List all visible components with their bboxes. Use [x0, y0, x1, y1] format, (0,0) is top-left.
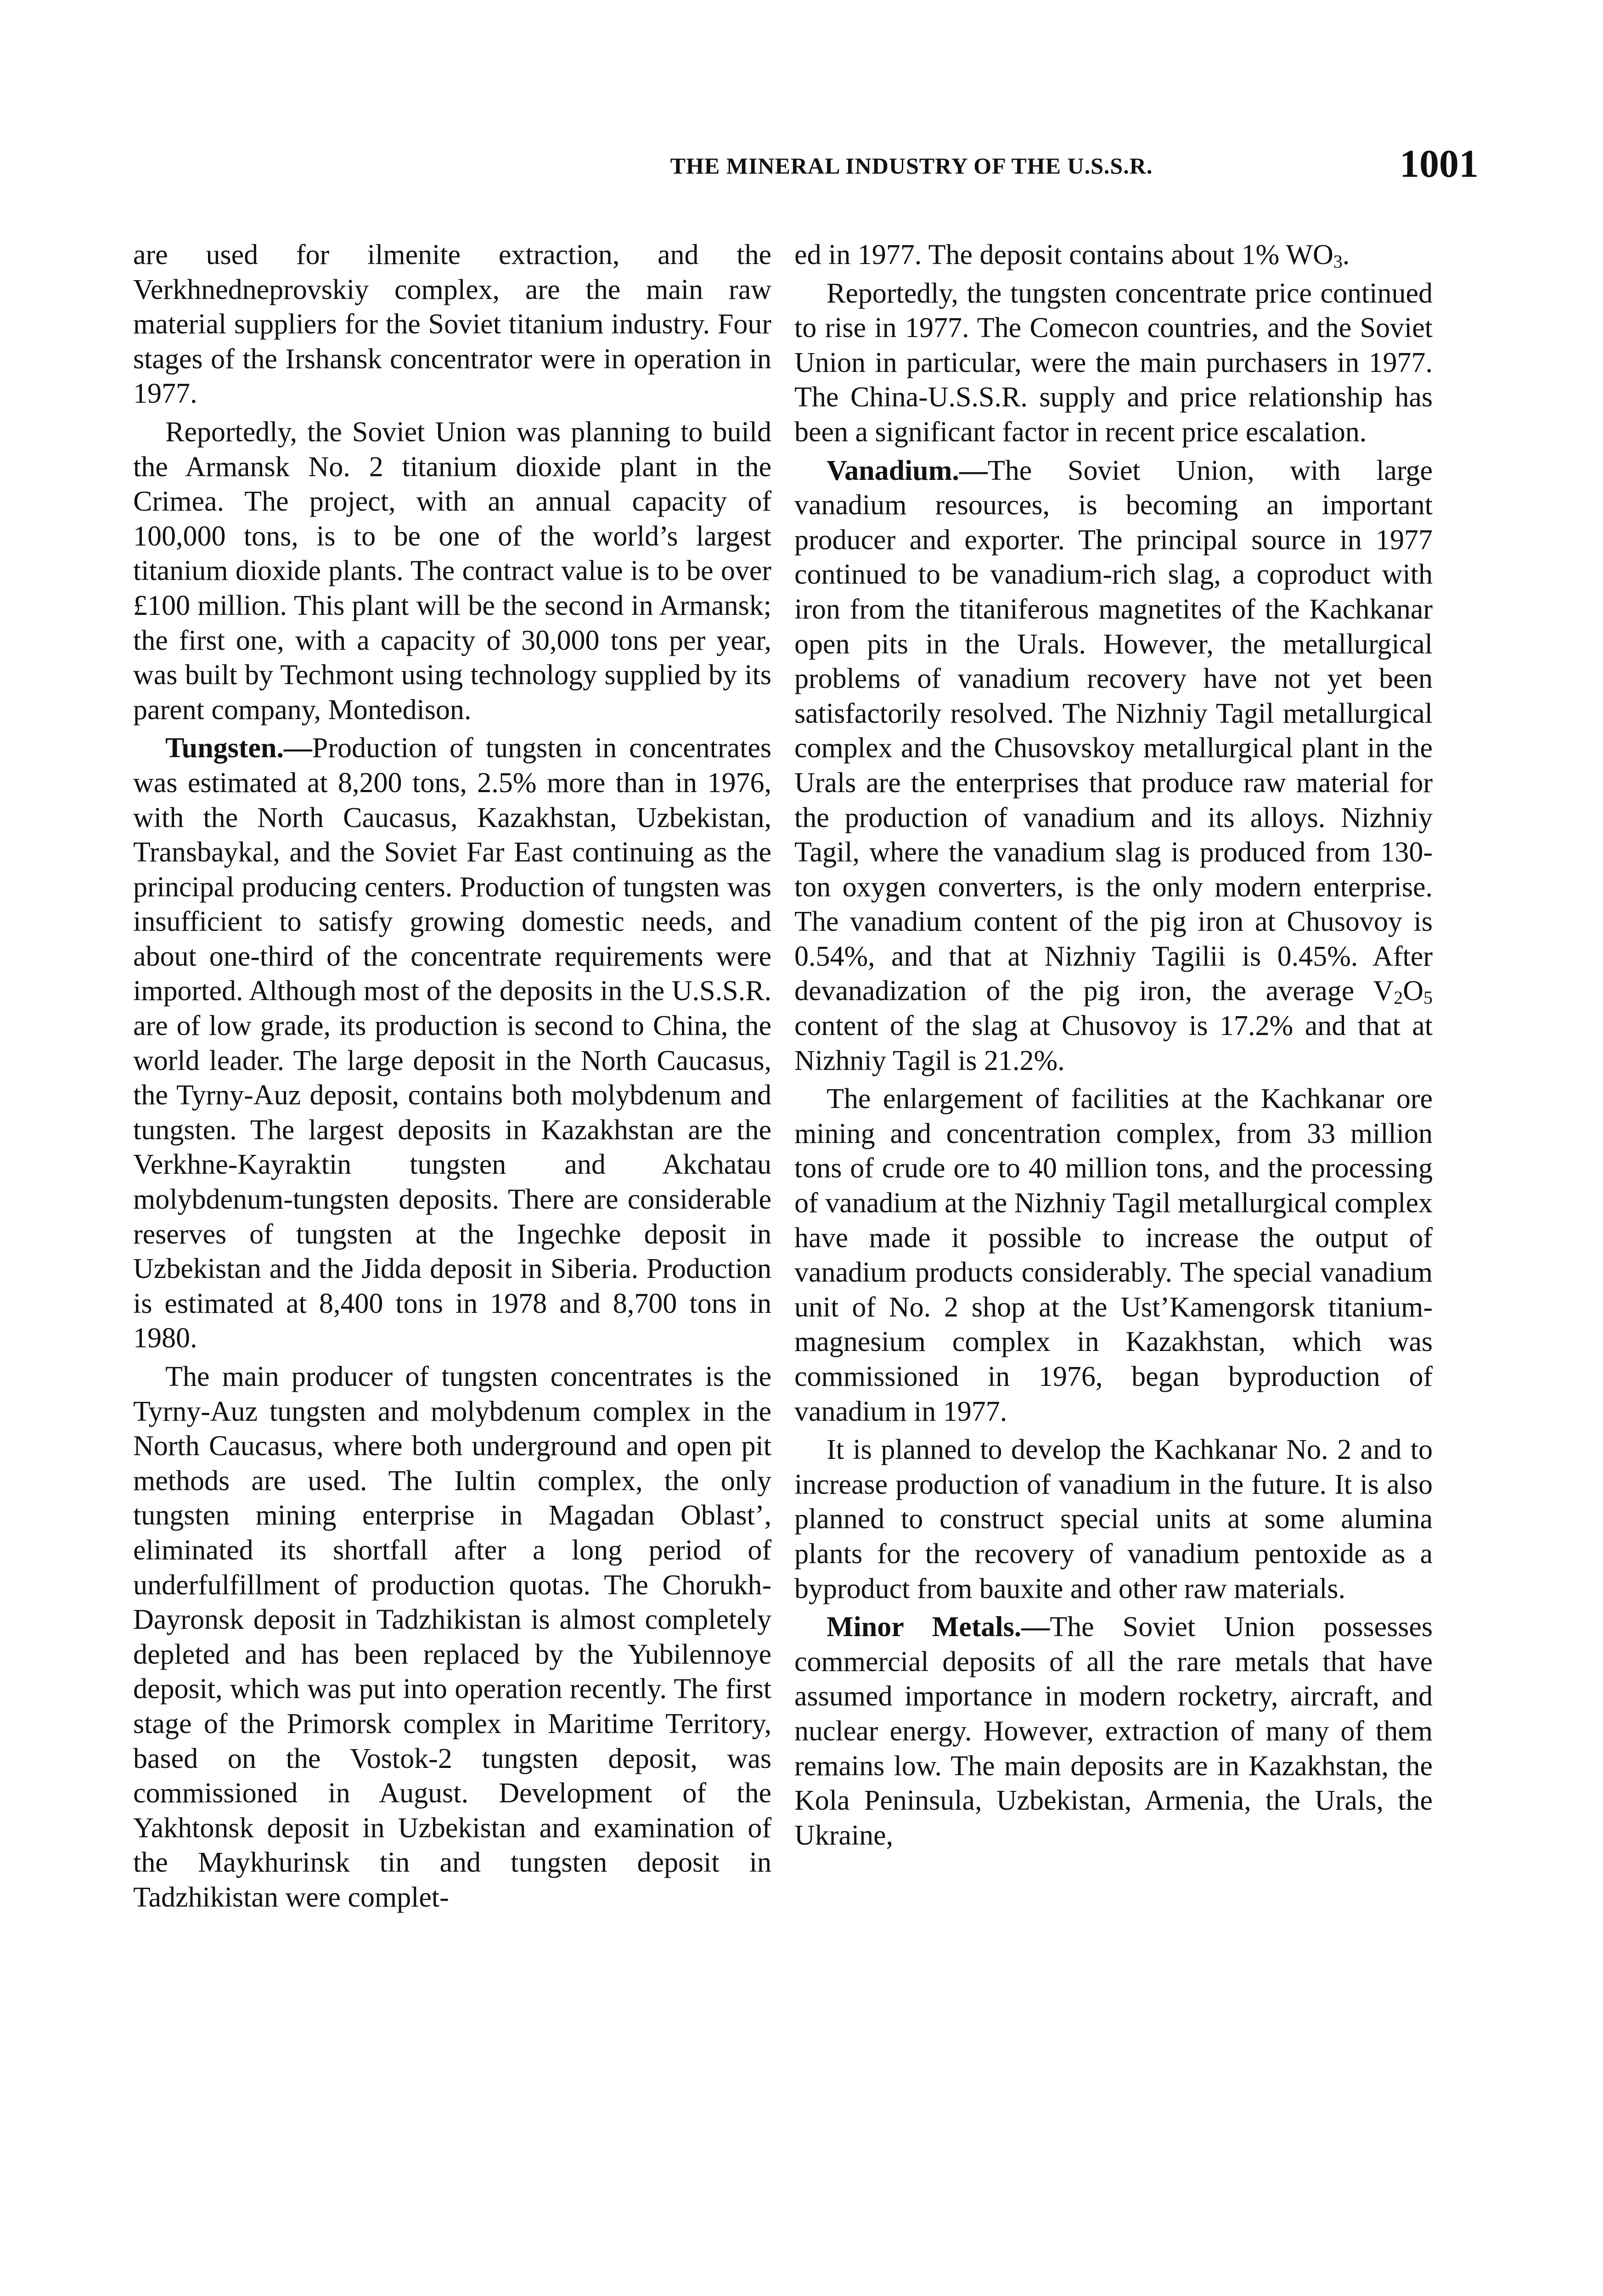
v2o5-oxygen: O [1403, 975, 1423, 1007]
paragraph-tungsten-price: Reportedly, the tungsten concentrate price continued to rise in 1977. The Comecon countries, and the Soviet Union in particular, were the main purchasers in 1977. The China-U.S.S.R. supply and price relationship has been a significant factor in recent price escalation. [794, 277, 1433, 448]
wo3-text-end: . [1342, 239, 1350, 270]
section-heading-tungsten: Tungsten.— [165, 732, 312, 764]
vanadium-body-end: content of the slag at Chusovoy is 17.2% and that at Nizhniy Tagil is 21.2%. [794, 1010, 1433, 1076]
paragraph-vanadium [794, 454, 1433, 1079]
paragraph-minor-metals [794, 1610, 1433, 1853]
wo3-text: ed in 1977. The deposit contains about 1% WO [794, 239, 1333, 270]
left-column [133, 238, 771, 1919]
v2o5-subscript-5: 5 [1423, 987, 1433, 1008]
vanadium-body: The Soviet Union, with large vanadium resources, is becoming an important producer and exporter. The principal source in 1977 continued to be vanadium-rich slag, a coproduct with iron from the titaniferous magnetites of the Kachkanar open pits in the Urals. However, the metallurgical problems of vanadium recovery have not yet been satisfactorily resolved. The Nizhniy Tagil metallurgical complex and the Chusovskoy metallurgical plant in the Urals are the enterprises that produce raw material for the production of vanadium and its alloys. Nizhniy Tagil, where the vanadium slag is produced from 130-ton oxygen converters, is the only modern enterprise. The vanadium content of the pig iron at Chusovoy is 0.54%, and that at Nizhniy Tagilii is 0.45%. After devanadization of the pig iron, the average V [794, 455, 1433, 1007]
v2o5-subscript-2: 2 [1394, 987, 1403, 1008]
paragraph-kachkanar-enlargement: The enlargement of facilities at the Kachkanar ore mining and concentration complex, from 33 million tons of crude ore to 40 million tons, and the processing of vanadium at the Nizhniy Tagil metallurgical complex have made it possible to increase the output of vanadium products considerably. The special vanadium unit of No. 2 shop at the Ust’Kamengorsk titanium-magnesium complex in Kazakhstan, which was commissioned in 1976, began byproduction of vanadium in 1977. [794, 1083, 1433, 1427]
paragraph-armansk-plant: Reportedly, the Soviet Union was planning to build the Armansk No. 2 titanium dioxide plant in the Crimea. The project, with an annual capacity of 100,000 tons, is to be one of the world’s largest titanium dioxide plants. The contract value is to be over £100 million. This plant will be the second in Armansk; the first one, with a capacity of 30,000 tons per year, was built by Techmont using technology supplied by its parent company, Montedison. [133, 416, 771, 726]
wo3-subscript: 3 [1333, 251, 1343, 272]
minor-metals-body: The Soviet Union possesses commercial deposits of all the rare metals that have assumed importance in modern rocketry, aircraft, and nuclear energy. However, extraction of many of them remains low. The main deposits are in Kazakhstan, the Kola Peninsula, Uzbekistan, Armenia, the Urals, the Ukraine, [794, 1611, 1433, 1851]
section-heading-minor-metals: Minor Metals.— [827, 1611, 1050, 1643]
paragraph-wo3-content [794, 238, 1433, 273]
paragraph-ilmenite: are used for ilmenite extraction, and the Verkhnedneprovskiy complex, are the main raw material suppliers for the Soviet titanium industry. Four stages of the Irshansk concentrator were in operation in 1977. [133, 239, 771, 410]
running-title: THE MINERAL INDUSTRY OF THE U.S.S.R. [670, 153, 1153, 179]
paragraph-tungsten-producers: The main producer of tungsten concentrates is the Tyrny-Auz tungsten and molybdenum complex in the North Caucasus, where both underground and open pit methods are used. The Iultin complex, the only tungsten mining enterprise in Magadan Oblast’, eliminated its shortfall after a long period of underfulfillment of production quotas. The Chorukh-Dayronsk deposit in Tadzhikistan is almost completely depleted and has been replaced by the Yubilennoye deposit, which was put into operation recently. The first stage of the Primorsk complex in Maritime Territory, based on the Vostok-2 tungsten deposit, was commissioned in August. Development of the Yakhtonsk deposit in Uzbekistan and examination of the Maykhurinsk tin and tungsten deposit in Tadzhikistan were complet- [133, 1361, 771, 1913]
paragraph-vanadium-plans: It is planned to develop the Kachkanar No. 2 and to increase production of vanadium in the future. It is also planned to construct special units at some alumina plants for the recovery of vanadium pentoxide as a byproduct from bauxite and other raw materials. [794, 1434, 1433, 1604]
paragraph-tungsten [133, 731, 771, 1356]
tungsten-body: Production of tungsten in concentrates was estimated at 8,200 tons, 2.5% more than in 1976, with the North Caucasus, Kazakhstan, Uzbekistan, Transbaykal, and the Soviet Far East continuing as the principal producing centers. Production of tungsten was insufficient to satisfy growing domestic needs, and about one-third of the concentrate requirements were imported. Although most of the deposits in the U.S.S.R. are of low grade, its production is second to China, the world leader. The large deposit in the North Caucasus, the Tyrny-Auz deposit, contains both molybdenum and tungsten. The largest deposits in Kazakhstan are the Verkhne-Kayraktin tungsten and Akchatau molybdenum-tungsten deposits. There are considerable reserves of tungsten at the Ingechke deposit in Uzbekistan and the Jidda deposit in Siberia. Production is estimated at 8,400 tons in 1978 and 8,700 tons in 1980. [133, 732, 771, 1354]
page-number: 1001 [1400, 141, 1479, 186]
right-column [794, 238, 1433, 1857]
section-heading-vanadium: Vanadium.— [827, 455, 988, 486]
